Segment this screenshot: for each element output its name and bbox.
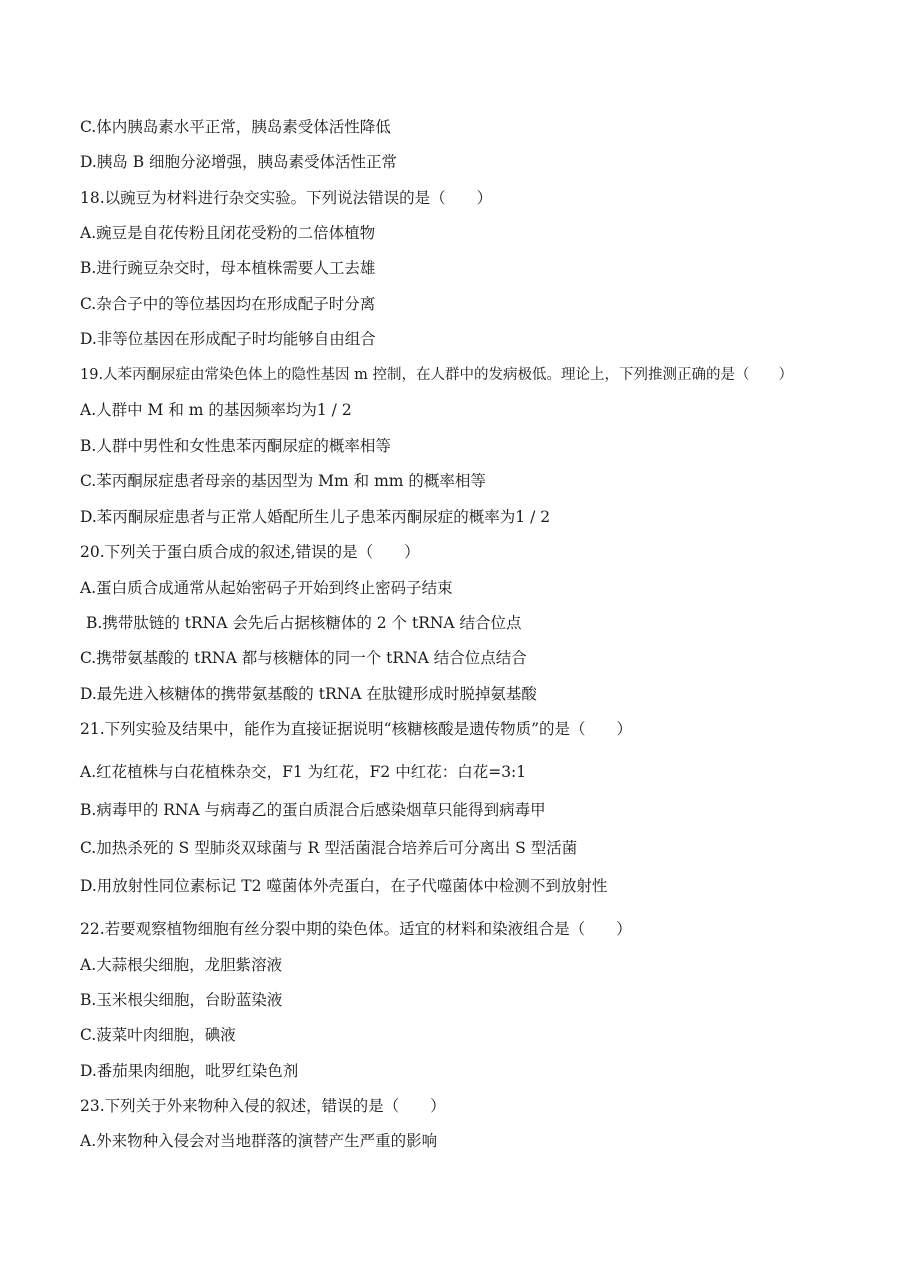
option-20-b: B.携带肽链的 tRNA 会先后占据核糖体的 2 个 tRNA 结合位点	[86, 614, 522, 632]
option-18-d: D.非等位基因在形成配子时均能够自由组合	[80, 330, 376, 348]
option-23-a: A.外来物种入侵会对当地群落的演替产生严重的影响	[80, 1132, 438, 1150]
option-22-b: B.玉米根尖细胞，台盼蓝染液	[80, 991, 283, 1009]
option-19-d: D.苯丙酮尿症患者与正常人婚配所生儿子患苯丙酮尿症的概率为1 / 2	[80, 508, 551, 526]
question-19: 19.人苯丙酮尿症由常染色体上的隐性基因 m 控制，在人群中的发病极低。理论上，下列推测正确的是（ ）	[80, 367, 794, 383]
option-19-c: C.苯丙酮尿症患者母亲的基因型为 Mm 和 mm 的概率相等	[80, 472, 486, 490]
option-19-b: B.人群中男性和女性患苯丙酮尿症的概率相等	[80, 437, 391, 455]
option-19-a: A.人群中 M 和 m 的基因频率均为1 / 2	[80, 401, 352, 419]
question-23: 23.下列关于外来物种入侵的叙述，错误的是（ ）	[80, 1097, 446, 1115]
option-18-c: C.杂合子中的等位基因均在形成配子时分离	[80, 295, 376, 313]
option-22-d: D.番茄果肉细胞，吡罗红染色剂	[80, 1062, 299, 1080]
option-21-a: A.红花植株与白花植株杂交，F1 为红花，F2 中红花：白花=3:1	[80, 763, 527, 781]
question-21: 21.下列实验及结果中，能作为直接证据说明“核糖核酸是遗传物质”的是（ ）	[80, 720, 633, 738]
option-21-b: B.病毒甲的 RNA 与病毒乙的蛋白质混合后感染烟草只能得到病毒甲	[80, 801, 546, 819]
question-22: 22.若要观察植物细胞有丝分裂中期的染色体。适宜的材料和染液组合是（ ）	[80, 920, 632, 938]
option-21-d: D.用放射性同位素标记 T2 噬菌体外壳蛋白，在子代噬菌体中检测不到放射性	[80, 877, 608, 895]
question-18: 18.以豌豆为材料进行杂交实验。下列说法错误的是（ ）	[80, 189, 493, 207]
option-22-a: A.大蒜根尖细胞，龙胆紫溶液	[80, 956, 283, 974]
option-20-c: C.携带氨基酸的 tRNA 都与核糖体的同一个 tRNA 结合位点结合	[80, 649, 527, 667]
option-17-d: D.胰岛 B 细胞分泌增强，胰岛素受体活性正常	[80, 153, 398, 171]
option-20-a: A.蛋白质合成通常从起始密码子开始到终止密码子结束	[80, 579, 453, 597]
option-17-c: C.体内胰岛素水平正常，胰岛素受体活性降低	[80, 118, 391, 136]
option-20-d: D.最先进入核糖体的携带氨基酸的 tRNA 在肽键形成时脱掉氨基酸	[80, 685, 537, 703]
option-18-a: A.豌豆是自花传粉且闭花受粉的二倍体植物	[80, 224, 376, 242]
option-21-c: C.加热杀死的 S 型肺炎双球菌与 R 型活菌混合培养后可分离出 S 型活菌	[80, 839, 578, 857]
question-20: 20.下列关于蛋白质合成的叙述,错误的是（ ）	[80, 543, 420, 561]
option-18-b: B.进行豌豆杂交时，母本植株需要人工去雄	[80, 259, 376, 277]
option-22-c: C.菠菜叶肉细胞，碘液	[80, 1026, 236, 1044]
